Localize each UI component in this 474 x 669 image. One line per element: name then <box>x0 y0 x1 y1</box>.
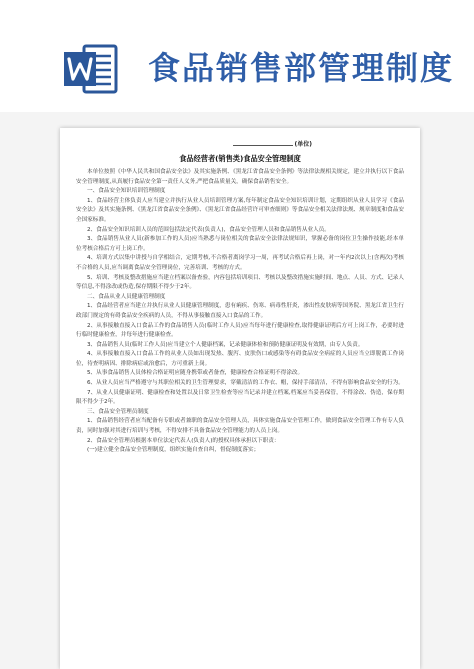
paragraph: (一)建立健全食品安全管理制度，组织实施自查自纠，督促制度落实； <box>87 447 260 454</box>
section-heading: 二、食品从业人员健康管理制度 <box>87 293 166 300</box>
word-document-icon <box>62 40 120 98</box>
paragraph: 3、食品销售人员(临时工作人员)应当建立个人健康档案，记录健康体检和预防健康证明及有效期，由专人负责。 <box>87 341 364 348</box>
unit-blank <box>233 138 293 146</box>
paragraph: 6、从业人员应当严格遵守与其职位相关的卫生管理要求，穿戴清洁的工作衣、帽，保持手部清洁，不得有影响食品安全的行为。 <box>87 380 404 387</box>
section-heading: 三、食品安全管理员制度 <box>87 408 149 415</box>
paragraph: 2、从事接触直接入口食品工作的食品销售人员(临时工作人员)应当每年进行健康检查,取得健康证明后方可上岗工作，必要时进行临时健康检查，并每年进行健康检查。 <box>76 322 404 339</box>
document-body <box>76 138 404 456</box>
paragraph: 2、食品安全管理员根据本单位法定代表人(负责人)的授权具体承担以下职责： <box>87 437 280 444</box>
paragraph: 5、培训、考核及整改措施应当建立档案以备查验，内容包括培训项目、考核以及整改措施实施时间、地点、人员、方式、记录人等信息,不得涂改或伪造,保存期限不得少于2年。 <box>76 274 404 291</box>
paragraph: 4、培训方式以集中讲授与自学相结合，定期考核,不合格者离岗学习一周，再考试合格后再上岗，对一年内2次以上(含两次)考核不合格的人员,应当调离食品安全管理岗位，完善培训、考核的方式。 <box>76 255 404 271</box>
paragraph: 5、从事食品销售人员体检合格证明应随身携带或者备查，健康检查合格证明不得涂改。 <box>87 370 304 377</box>
page-title: 食品销售部管理制度 <box>148 49 455 87</box>
document-title: 食品经营者(销售类)食品安全管理制度 <box>179 154 301 163</box>
paragraph: 7、从业人员健康证明、健康检查和处置以及日常卫生检查等应当记录并建立档案,档案应当妥善保管，不得涂改、伪造，保存期限不得少于2年。 <box>76 389 404 406</box>
paragraph: 2、食品安全知识培训人员的范围包括法定代表(负责人)，食品安全管理人员和食品销售从业人员。 <box>87 226 330 233</box>
paragraph: 1、食品销售经营者应当配备有专职或者兼职的食品安全管理人员，具体实施食品安全管理工作，做到食品安全管理工作有专人负责，同时加强对其进行培训与考核，不得安排不具备食品安全管理能力的人员上岗。 <box>76 418 404 435</box>
unit-label: (单位) <box>294 141 312 148</box>
paragraph: 1、食品经营者应当建立并执行从业人员健康管理制度，患有痢疾、伤寒、病毒性肝炎，渗出性皮肤病等国务院、黑龙江省卫生行政部门规定的有碍食品安全疾病的人员，不得从事接触直接入口食品的工作。 <box>76 303 404 319</box>
paragraph: 本单位按照《中华人民共和国食品安全法》及其实施条例、《黑龙江省食品安全条例》等法律法规相关规定，建立并执行以下食品安全管理制度,从真履行食品安全第一责任人义务,严把食品质量关，确保食品销售安全。 <box>76 169 404 185</box>
paragraph: 4、从事接触直接入口食品工作的从业人员如出现发热、腹泻、皮肤伤口或感染等有碍食品安全病症的人员应当立即脱离工作岗位，待查明病因、排除病症或治愈后，方可重新上岗。 <box>76 351 404 367</box>
section-heading: 一、食品安全知识培训管理制度 <box>87 188 166 195</box>
document-page <box>60 128 420 669</box>
paragraph: 3、食品销售从业人员(新参加工作的人员)应当熟悉与岗位相关的食品安全法律法规知识，掌握必备的岗位卫生操作技能,经本单位考核合格后方可上岗工作。 <box>76 236 404 252</box>
paragraph: 1、食品经营主体负责人应当建立并执行从业人员培训管理方案,每年制定食品安全知识培训计划，定期组织从业人员学习《食品安全法》及其实施条例、《黑龙江省食品安全条例》、《黑龙江省食品经营许可审查细则》等食品安全相关法律法规、规章制度和食品安全国家标准。 <box>76 197 404 223</box>
banner-header <box>0 0 474 128</box>
unit-line <box>76 138 404 150</box>
